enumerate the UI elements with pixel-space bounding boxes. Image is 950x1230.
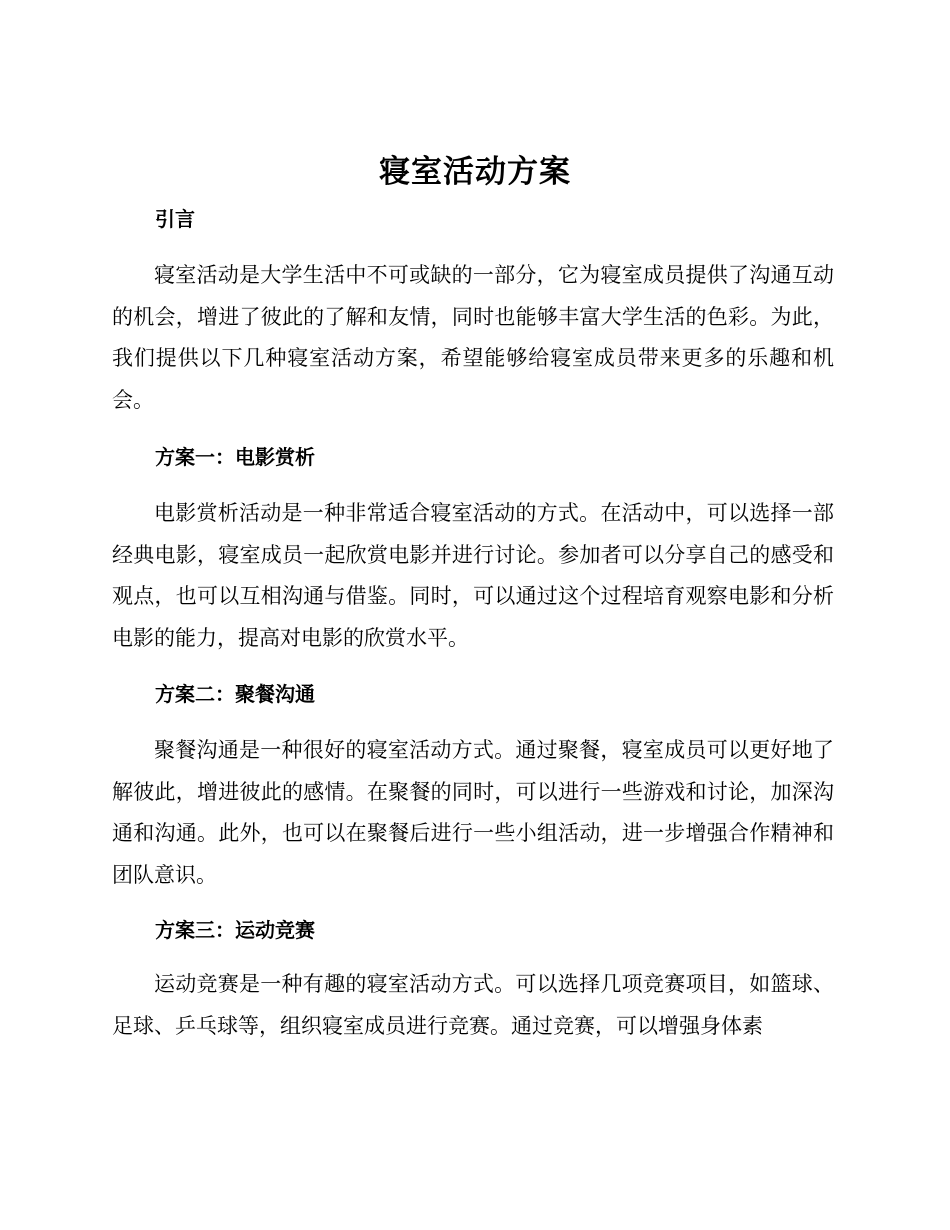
section-heading-plan-1: 方案一：电影赏析 <box>155 445 315 469</box>
section-body-intro: 寝室活动是大学生活中不可或缺的一部分，它为寝室成员提供了沟通互动的机会，增进了彼此的了解和友情，同时也能够丰富大学生活的色彩。为此，我们提供以下几种寝室活动方案，希望能够给寝室成员带来更多的乐趣和机会。 <box>112 263 834 412</box>
section-body-plan-3: 运动竞赛是一种有趣的寝室活动方式。可以选择几项竞赛项目，如篮球、足球、乒乓球等，组织寝室成员进行竞赛。通过竞赛，可以增强身体素 <box>112 972 834 1038</box>
document-title: 寝室活动方案 <box>379 154 571 190</box>
section-body-plan-2: 聚餐沟通是一种很好的寝室活动方式。通过聚餐，寝室成员可以更好地了解彼此，增进彼此的感情。在聚餐的同时，可以进行一些游戏和讨论，加深沟通和沟通。此外，也可以在聚餐后进行一些小组活动，进一步增强合作精神和团队意识。 <box>112 738 834 887</box>
section-heading-plan-3: 方案三：运动竞赛 <box>155 918 315 942</box>
section-heading-intro: 引言 <box>155 207 195 231</box>
section-heading-plan-2: 方案二：聚餐沟通 <box>155 682 315 706</box>
section-body-plan-1: 电影赏析活动是一种非常适合寝室活动的方式。在活动中，可以选择一部经典电影，寝室成员一起欣赏电影并进行讨论。参加者可以分享自己的感受和观点，也可以互相沟通与借鉴。同时，可以通过这个过程培育观察电影和分析电影的能力，提高对电影的欣赏水平。 <box>112 501 834 650</box>
